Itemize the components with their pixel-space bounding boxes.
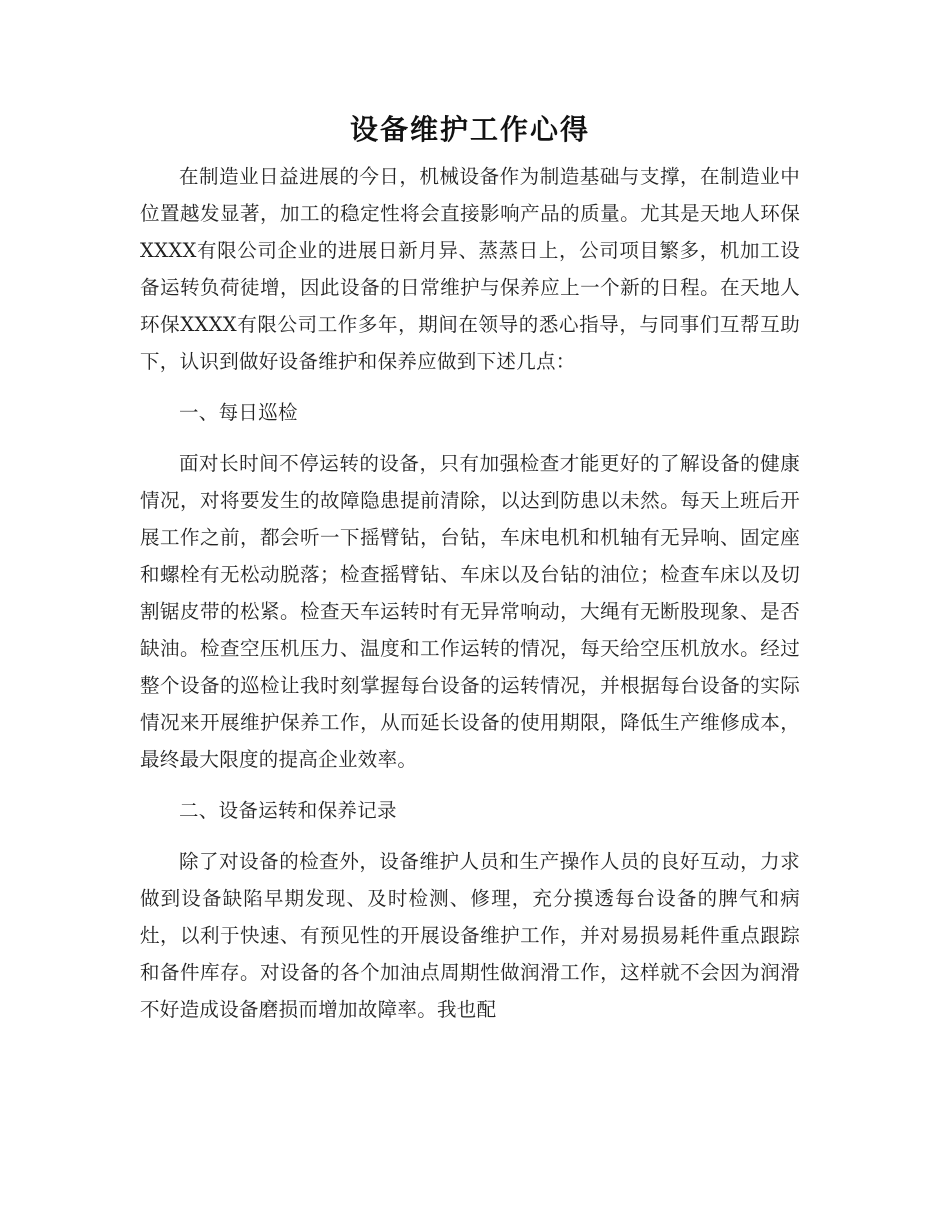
daily-inspection-paragraph: 面对长时间不停运转的设备，只有加强检查才能更好的了解设备的健康情况，对将要发生的故障隐患提前清除，以达到防患以未然。每天上班后开展工作之前，都会听一下摇臂钻，台钻，车床电机和机轴有无异响、固定座和螺栓有无松动脱落；检查摇臂钻、车床以及台钻的油位；检查车床以及切割锯皮带的松紧。检查天车运转时有无异常响动，大绳有无断股现象、是否缺油。检查空压机压力、温度和工作运转的情况，每天给空压机放水。经过整个设备的巡检让我时刻掌握每台设备的运转情况，并根据每台设备的实际情况来开展维护保养工作，从而延长设备的使用期限，降低生产维修成本，最终最大限度的提高企业效率。 — [140, 452, 800, 771]
intro-paragraph: 在制造业日益进展的今日，机械设备作为制造基础与支撑，在制造业中位置越发显著，加工的稳定性将会直接影响产品的质量。尤其是天地人环保XXXX有限公司企业的进展日新月异、蒸蒸日上，公司项目繁多，机加工设备运转负荷徒增，因此设备的日常维护与保养应上一个新的日程。在天地人环保XXXX有限公司工作多年，期间在领导的悉心指导，与同事们互帮互助下，认识到做好设备维护和保养应做到下述几点： — [140, 165, 800, 373]
section-heading-operation-maintenance-records: 二、设备运转和保养记录 — [179, 799, 397, 822]
operation-maintenance-paragraph: 除了对设备的检查外，设备维护人员和生产操作人员的良好互动，力求做到设备缺陷早期发现、及时检测、修理，充分摸透每台设备的脾气和病灶，以利于快速、有预见性的开展设备维护工作，并对易损易耗件重点跟踪和备件库存。对设备的各个加油点周期性做润滑工作，这样就不会因为润滑不好造成设备磨损而增加故障率。我也配 — [140, 850, 800, 1021]
document-body — [140, 108, 800, 1028]
document-title: 设备维护工作心得 — [349, 113, 590, 146]
section-heading-daily-inspection: 一、每日巡检 — [179, 401, 298, 424]
